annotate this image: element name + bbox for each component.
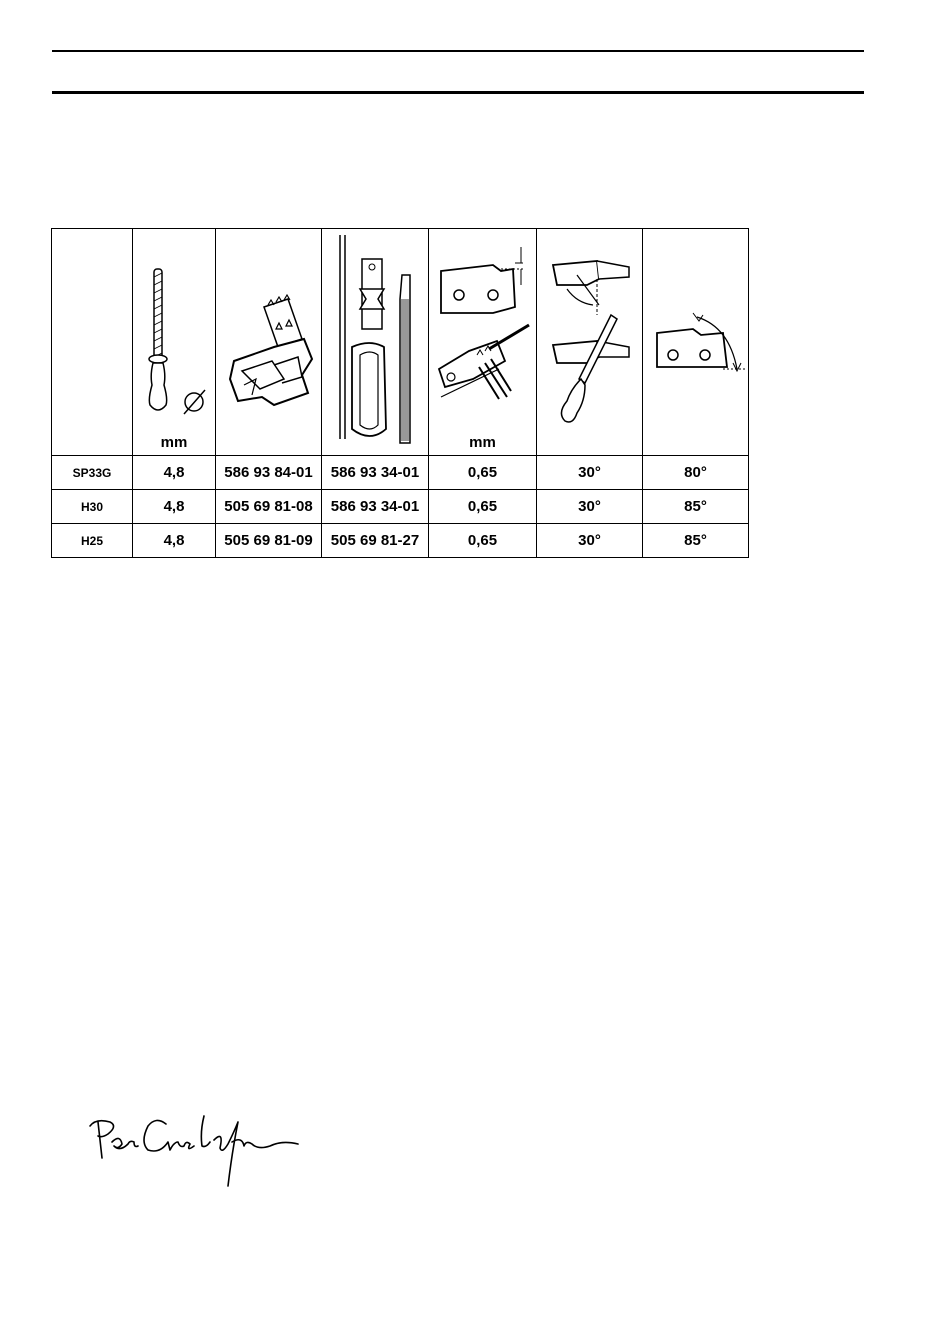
filing-angle-cell: 30°	[537, 524, 643, 558]
model-cell: H25	[52, 524, 133, 558]
cutting-angle-cell: 80°	[643, 456, 749, 490]
header-depth-gauge-setting-cell	[429, 229, 537, 456]
header-rule	[52, 91, 864, 94]
file-gauge-cell: 586 93 84-01	[216, 456, 322, 490]
depth-gauge-setting-cell: 0,65	[429, 524, 537, 558]
top-rule	[52, 50, 864, 52]
depth-gauge-tool-cell: 586 93 34-01	[322, 456, 429, 490]
depth-gauge-tool-icon	[322, 229, 429, 455]
filing-angle-cell: 30°	[537, 456, 643, 490]
cutting-angle-cell: 85°	[643, 490, 749, 524]
header-file-diameter-cell	[133, 229, 216, 456]
file-diameter-cell: 4,8	[133, 524, 216, 558]
header-file-gauge-cell	[216, 229, 322, 456]
table-row	[52, 456, 749, 490]
depth-gauge-unit: mm	[469, 434, 496, 451]
diameter-symbol-icon	[133, 229, 216, 455]
table-header-row	[52, 229, 749, 456]
model-cell: SP33G	[52, 456, 133, 490]
depth-gauge-tool-cell: 505 69 81-27	[322, 524, 429, 558]
model-cell: H30	[52, 490, 133, 524]
cutting-angle-icon	[643, 229, 749, 455]
depth-gauge-tool-cell: 586 93 34-01	[322, 490, 429, 524]
header-filing-angle-cell	[537, 229, 643, 456]
header-depth-gauge-tool-cell	[322, 229, 429, 456]
signature	[86, 1112, 306, 1192]
file-diameter-cell: 4,8	[133, 490, 216, 524]
file-diameter-unit: mm	[160, 434, 188, 451]
depth-gauge-setting-cell: 0,65	[429, 490, 537, 524]
file-gauge-icon	[216, 229, 322, 455]
cutting-angle-cell: 85°	[643, 524, 749, 558]
file-gauge-cell: 505 69 81-08	[216, 490, 322, 524]
filing-angle-icon	[537, 229, 643, 455]
depth-gauge-setting-icon	[429, 229, 537, 455]
depth-gauge-setting-cell: 0,65	[429, 456, 537, 490]
file-gauge-cell: 505 69 81-09	[216, 524, 322, 558]
sharpening-spec-table	[51, 228, 749, 558]
table-row	[52, 524, 749, 558]
header-cutting-angle-cell	[643, 229, 749, 456]
table-row	[52, 490, 749, 524]
filing-angle-cell: 30°	[537, 490, 643, 524]
header-model-cell	[52, 229, 133, 456]
file-diameter-cell: 4,8	[133, 456, 216, 490]
